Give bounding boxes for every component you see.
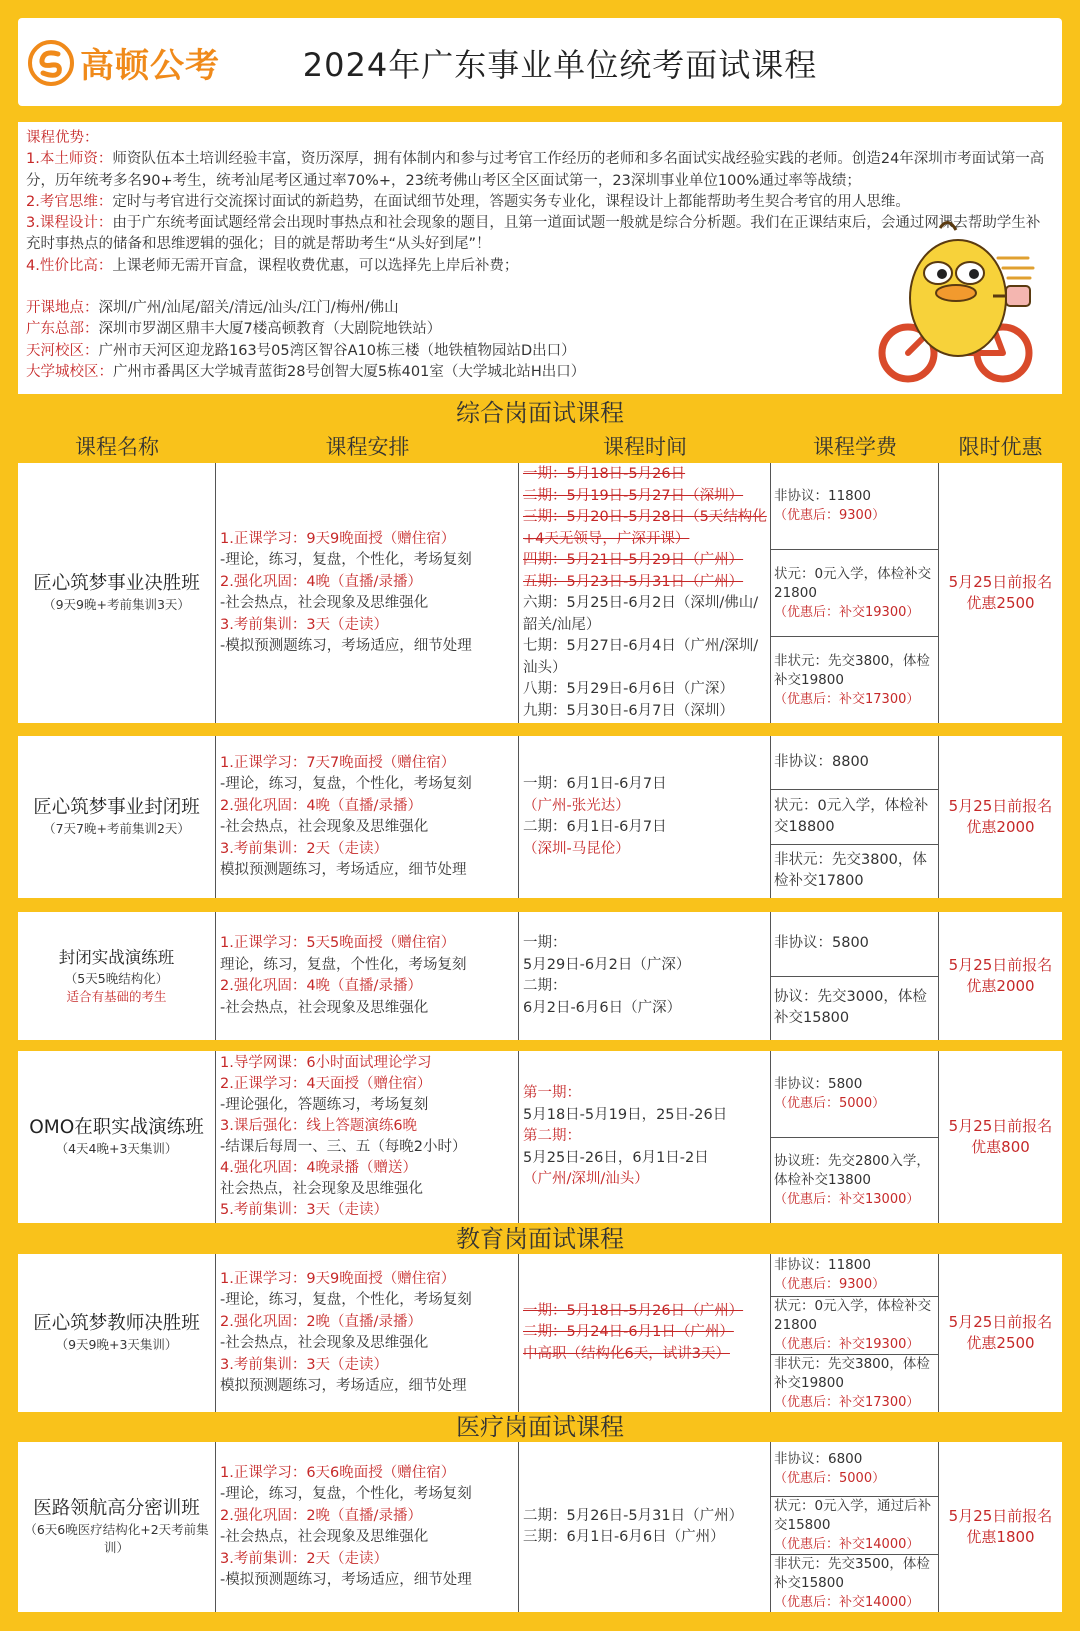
schedule-line: 理论，练习，复盘，个性化，考场复刻 — [220, 956, 467, 973]
schedule-line: -社会热点，社会现象及思维强化 — [220, 1529, 429, 1545]
course-schedule-cell — [216, 736, 519, 898]
location-text: 深圳市罗湖区鼎丰大厦7楼高顿教育（大剧院地铁站） — [98, 321, 442, 338]
advantage-text: 由于广东统考面试题经常会出现时事热点和社会现象的题目，且第一道面试题一般就是综合分析题。我们在正课结束后，会通过网课去帮助学生补充时事热点的储备和思维逻辑的强化；目的就是帮助考生“从头好到尾”！ — [26, 215, 1041, 253]
location-label: 开课地点： — [26, 300, 99, 317]
course-name: 医路领航高分密训班 — [33, 1498, 200, 1519]
header-banner — [18, 18, 1062, 106]
schedule-line: -社会热点，社会现象及思维强化 — [220, 999, 429, 1016]
time-line: 二期：5月26日-5月31日（广州） — [523, 1507, 744, 1524]
course-name-cell — [18, 463, 216, 723]
schedule-line: 2.强化巩固：2晚（直播/录播） — [220, 1507, 422, 1524]
time-line: 三期：6月1日-6月6日（广州） — [523, 1529, 725, 1545]
column-header: 课程学费 — [813, 435, 897, 459]
course-schedule-cell — [216, 1442, 519, 1612]
time-line: 九期：5月30日-6月7日（深圳） — [523, 702, 734, 719]
time-line: （广州-张光达） — [523, 797, 630, 814]
schedule-line: 4.强化巩固：4晚录播（赠送） — [220, 1160, 418, 1176]
time-line: 5月18日-5月19日，25日-26日 — [523, 1106, 728, 1123]
fee-option — [771, 1355, 938, 1412]
course-name: 匠心筑梦事业决胜班 — [33, 573, 200, 594]
time-line-expired: 三期：5月20日-5月28日（5天结构化+4天无领导，广深开课） — [523, 509, 767, 547]
time-line-expired: 五期：5月23日-5月31日（广州） — [523, 573, 744, 590]
course-schedule-cell — [216, 1254, 519, 1412]
course-schedule-cell — [216, 912, 519, 1040]
column-header: 课程安排 — [325, 435, 410, 459]
fee-option — [771, 1254, 938, 1297]
fee-main: 非协议：11800 — [774, 1257, 871, 1273]
schedule-line: -理论，练习，复盘，个性化，考场复刻 — [220, 776, 472, 792]
column-header: 课程名称 — [75, 435, 159, 459]
fee-option — [771, 1297, 938, 1355]
course-block — [18, 1442, 1062, 1612]
schedule-line: -理论，练习，复盘，个性化，考场复刻 — [220, 1292, 472, 1308]
advantage-item — [26, 149, 1054, 192]
course-promo-cell — [939, 736, 1062, 898]
course-promo-cell — [939, 1051, 1062, 1223]
time-line: 八期：5月29日-6月6日（广深） — [523, 681, 734, 697]
promo-deadline: 5月25日前报名 — [948, 573, 1053, 591]
time-line: 一期： — [523, 935, 567, 951]
fee-discount: （优惠后：补交13000） — [774, 1191, 920, 1207]
schedule-line: -模拟预测题练习，考场适应，细节处理 — [220, 638, 472, 654]
fee-main: 非协议：8800 — [774, 754, 869, 771]
course-time-cell — [519, 912, 771, 1040]
fee-discount: （优惠后：补交14000） — [774, 1537, 920, 1552]
course-promo-cell — [939, 912, 1062, 1040]
course-name: 封闭实战演练班 — [58, 948, 175, 967]
course-note: 适合有基础的考生 — [66, 989, 167, 1004]
fee-option — [771, 550, 938, 637]
course-subtitle: （9天9晚+3天集训） — [55, 1337, 178, 1352]
course-subtitle: （5天5晚结构化） — [64, 971, 169, 986]
fee-discount: （优惠后：补交19300） — [774, 1337, 920, 1352]
fee-option — [771, 1138, 938, 1224]
time-line: 6月2日-6月6日（广深） — [523, 999, 682, 1016]
fee-discount: （优惠后：补交17300） — [774, 1395, 920, 1410]
intro-panel — [18, 122, 1062, 394]
section-title-comprehensive: 综合岗面试课程 — [456, 399, 624, 427]
course-subtitle: （4天4晚+3天集训） — [55, 1141, 178, 1156]
course-block — [18, 1254, 1062, 1412]
fee-main: 状元：0元入学，体检补交21800 — [774, 565, 932, 601]
fee-option — [771, 1555, 938, 1612]
schedule-line: 3.考前集训：2天（走读） — [220, 1550, 389, 1567]
course-time-cell — [519, 463, 771, 723]
course-fee-cell — [771, 1051, 939, 1223]
schedule-line: -结课后每周一、三、五（每晚2小时） — [220, 1139, 467, 1155]
schedule-line: 2.强化巩固：2晚（直播/录播） — [220, 1313, 422, 1330]
fee-option — [771, 1497, 938, 1555]
course-name-cell — [18, 1442, 216, 1612]
advantages-heading: 课程优势： — [26, 130, 99, 146]
schedule-line: 2.强化巩固：4晚（直播/录播） — [220, 797, 422, 814]
fee-main: 协议：先交3000，体检补交15800 — [774, 989, 927, 1027]
schedule-line: 5.考前集训：3天（走读） — [220, 1202, 389, 1218]
fee-main: 非状元：先交3500，体检补交15800 — [774, 1556, 930, 1591]
fee-main: 非协议：5800 — [774, 1075, 863, 1092]
fee-option — [771, 463, 938, 550]
course-block — [18, 912, 1062, 1040]
time-line: 第一期： — [523, 1085, 581, 1102]
course-schedule-cell — [216, 1051, 519, 1223]
advantage-item — [26, 192, 1054, 213]
schedule-line: 3.考前集训：3天（走读） — [220, 1356, 389, 1373]
brand-name: 高顿公考 — [80, 46, 220, 86]
schedule-line: -社会热点，社会现象及思维强化 — [220, 1335, 429, 1351]
promo-discount: 优惠800 — [971, 1138, 1030, 1156]
promo-deadline: 5月25日前报名 — [948, 1507, 1053, 1525]
course-name: 匠心筑梦事业封闭班 — [33, 797, 200, 818]
time-line: 二期：6月1日-6月7日 — [523, 819, 667, 835]
promo-discount: 优惠2000 — [966, 977, 1035, 995]
course-time-cell — [519, 1051, 771, 1223]
course-time-cell — [519, 1254, 771, 1412]
fee-discount: （优惠后：9300） — [774, 1277, 886, 1292]
course-fee-cell — [771, 463, 939, 723]
course-block — [18, 736, 1062, 898]
course-promo-cell — [939, 1442, 1062, 1612]
promo-discount: 优惠1800 — [966, 1528, 1035, 1546]
time-line-expired: 二期：5月19日-5月27日（深圳） — [523, 487, 744, 504]
course-name: 匠心筑梦教师决胜班 — [33, 1313, 200, 1334]
fee-option — [771, 977, 938, 1041]
location-text: 广州市天河区迎龙路163号05湾区智谷A10栋三楼（地铁植物园站D出口） — [98, 342, 576, 359]
course-time-cell — [519, 736, 771, 898]
time-line-expired: 二期：5月24日-6月1日（广州） — [523, 1324, 734, 1341]
schedule-line: -社会热点，社会现象及思维强化 — [220, 819, 429, 835]
fee-discount: （优惠后：补交17300） — [774, 691, 920, 707]
column-header: 课程时间 — [603, 435, 687, 459]
fee-option — [771, 845, 938, 898]
promo-discount: 优惠2000 — [966, 818, 1035, 836]
schedule-line: -理论，练习，复盘，个性化，考场复刻 — [220, 1486, 472, 1502]
schedule-line: -模拟预测题练习，考场适应，细节处理 — [220, 1572, 472, 1588]
fee-main: 状元：0元入学，体检补交21800 — [774, 1298, 932, 1333]
advantage-label: 2.考官思维： — [26, 193, 113, 210]
advantage-text: 上课老师无需开盲盒，课程收费优惠，可以选择先上岸后补费； — [112, 257, 519, 274]
fee-main: 非协议：5800 — [774, 935, 869, 952]
time-line: 5月25日-26日，6月1日-2日 — [523, 1149, 709, 1166]
promo-deadline: 5月25日前报名 — [948, 956, 1053, 974]
section-title-education: 教育岗面试课程 — [456, 1225, 624, 1253]
course-schedule-cell — [216, 463, 519, 723]
time-line: 六期：5月25日-6月2日（深圳/佛山/韶关/汕尾） — [523, 595, 759, 633]
course-subtitle: （9天9晚+考前集训3天） — [43, 597, 190, 612]
schedule-line: 2.强化巩固：4晚（直播/录播） — [220, 978, 422, 994]
duck-on-bike-illustration — [878, 218, 1038, 388]
column-header: 限时优惠 — [958, 435, 1043, 459]
fee-discount: （优惠后：9300） — [774, 508, 886, 523]
fee-main: 非状元：先交3800，体检补交19800 — [774, 652, 930, 688]
schedule-line: 3.课后强化：线上答题演练6晚 — [220, 1118, 418, 1134]
course-promo-cell — [939, 1254, 1062, 1412]
advantage-label: 4.性价比高： — [26, 257, 113, 274]
course-time-cell — [519, 1442, 771, 1612]
time-line: 5月29日-6月2日（广深） — [523, 956, 691, 973]
section-title-medical: 医疗岗面试课程 — [456, 1413, 624, 1441]
schedule-line: 1.正课学习：9天9晚面授（赠住宿） — [220, 1270, 456, 1287]
advantage-text: 师资队伍本土培训经验丰富，资历深厚，拥有体制内和参与过考官工作经历的老师和多名面试实战经验实践的老师。创造24年深圳市考面试第一高分，历年统考多名90+考生，统考汕尾考区通过率70%+，23统考佛山考区全区面试第一，23深圳事业单位100%通过率等战绩； — [26, 151, 1045, 189]
column-headers — [18, 432, 1062, 462]
course-promo-cell — [939, 463, 1062, 723]
fee-main: 状元：0元入学，通过后补交15800 — [774, 1498, 932, 1533]
time-line-expired: 四期：5月21日-5月29日（广州） — [523, 552, 744, 568]
fee-main: 非状元：先交3800，体检补交19800 — [774, 1356, 930, 1391]
advantage-label: 1.本土师资： — [26, 151, 113, 168]
schedule-line: 3.考前集训：2天（走读） — [220, 840, 389, 857]
schedule-line: -理论，练习，复盘，个性化，考场复刻 — [220, 552, 472, 568]
course-fee-cell — [771, 912, 939, 1040]
fee-main: 非协议：11800 — [774, 488, 871, 504]
schedule-line: 1.正课学习：5天5晚面授（赠住宿） — [220, 935, 456, 951]
schedule-line: 2.正课学习：4天面授（赠住宿） — [220, 1076, 432, 1092]
time-line: 第二期： — [523, 1128, 581, 1145]
schedule-line: 1.正课学习：9天9晚面授（赠住宿） — [220, 530, 456, 547]
fee-option — [771, 736, 938, 790]
location-label: 广东总部： — [26, 321, 99, 338]
time-line: （广州/深圳/汕头） — [523, 1171, 649, 1188]
course-name-cell — [18, 736, 216, 898]
fee-option — [771, 790, 938, 844]
promo-deadline: 5月25日前报名 — [948, 797, 1053, 815]
course-name-cell — [18, 1254, 216, 1412]
time-line-expired: 一期：5月18日-5月26日 — [523, 466, 686, 482]
fee-discount: （优惠后：补交14000） — [774, 1595, 920, 1610]
schedule-line: 模拟预测题练习，考场适应，细节处理 — [220, 1378, 467, 1394]
fee-discount: （优惠后：5000） — [774, 1471, 886, 1486]
schedule-line: 社会热点，社会现象及思维强化 — [220, 1181, 423, 1197]
time-line-expired: 一期：5月18日-5月26日（广州） — [523, 1302, 744, 1319]
page-title: 2024年广东事业单位统考面试课程 — [302, 46, 818, 84]
promo-deadline: 5月25日前报名 — [948, 1313, 1053, 1331]
course-subtitle: （7天7晚+考前集训2天） — [43, 821, 190, 836]
schedule-line: 1.正课学习：7天7晚面授（赠住宿） — [220, 754, 456, 771]
schedule-line: 模拟预测题练习，考场适应，细节处理 — [220, 862, 467, 878]
time-line: 二期： — [523, 978, 567, 994]
schedule-line: 1.正课学习：6天6晚面授（赠住宿） — [220, 1464, 456, 1481]
course-fee-cell — [771, 1442, 939, 1612]
location-text: 广州市番禺区大学城青蓝街28号创智大厦5栋401室（大学城北站H出口） — [113, 363, 586, 380]
schedule-line: -社会热点，社会现象及思维强化 — [220, 595, 429, 611]
advantage-label: 3.课程设计： — [26, 215, 113, 232]
course-block — [18, 463, 1062, 723]
fee-discount: （优惠后：5000） — [774, 1095, 886, 1111]
fee-main: 非状元：先交3800，体检补交17800 — [774, 852, 927, 890]
fee-option — [771, 1442, 938, 1497]
promo-discount: 优惠2500 — [966, 1334, 1035, 1352]
course-fee-cell — [771, 1254, 939, 1412]
course-name: OMO在职实战演练班 — [29, 1117, 204, 1138]
fee-discount: （优惠后：补交19300） — [774, 604, 920, 620]
schedule-line: 3.考前集训：3天（走读） — [220, 616, 389, 633]
fee-main: 协议班：先交2800入学，体检补交13800 — [774, 1152, 930, 1188]
course-name-cell — [18, 1051, 216, 1223]
location-label: 天河校区： — [26, 342, 99, 359]
time-line-expired: 中高职（结构化6天，试讲3天） — [523, 1345, 730, 1362]
time-line: 一期：6月1日-6月7日 — [523, 776, 667, 792]
fee-main: 非协议：6800 — [774, 1451, 863, 1467]
course-subtitle: （6天6晚医疗结构化+2天考前集训） — [24, 1522, 209, 1555]
course-block — [18, 1051, 1062, 1223]
fee-option — [771, 637, 938, 723]
schedule-line: 2.强化巩固：4晚（直播/录播） — [220, 573, 422, 590]
location-text: 深圳/广州/汕尾/韶关/清远/汕头/江门/梅州/佛山 — [98, 300, 399, 317]
schedule-line: -理论强化，答题练习，考场复刻 — [220, 1097, 429, 1113]
promo-deadline: 5月25日前报名 — [948, 1117, 1053, 1135]
fee-main: 状元：0元入学，体检补交18800 — [774, 797, 929, 835]
advantage-text: 定时与考官进行交流探讨面试的新趋势，在面试细节处理，答题实务专业化，课程设计上都能帮助考生契合考官的用人思维。 — [112, 193, 910, 210]
fee-option — [771, 1051, 938, 1138]
schedule-line: 1.导学网课：6小时面试理论学习 — [220, 1055, 432, 1071]
promo-discount: 优惠2500 — [966, 594, 1035, 612]
time-line: 七期：5月27日-6月4日（广州/深圳/汕头） — [523, 638, 759, 676]
time-line: （深圳-马昆伦） — [523, 840, 630, 857]
course-fee-cell — [771, 736, 939, 898]
fee-option — [771, 912, 938, 977]
location-label: 大学城校区： — [26, 363, 113, 380]
course-name-cell — [18, 912, 216, 1040]
